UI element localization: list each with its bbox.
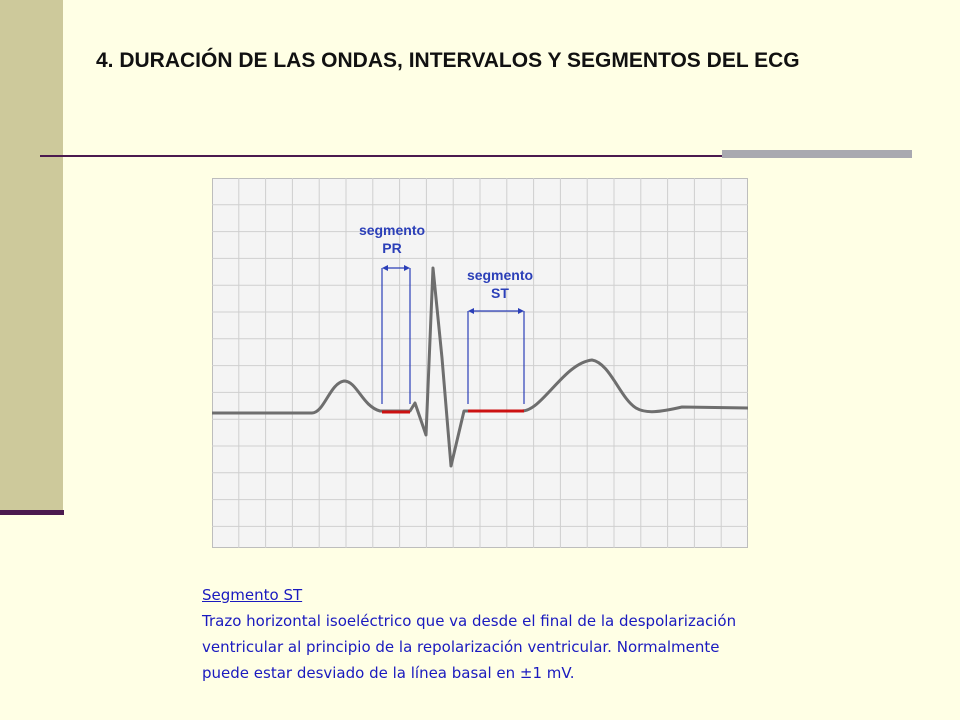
st-label-line2: ST (491, 285, 509, 301)
left-decorative-bar (0, 0, 63, 512)
caption (202, 582, 762, 686)
caption-title: Segmento ST (202, 586, 303, 604)
pr-label-line1: segmento (358, 222, 426, 238)
pr-label-line2: PR (382, 240, 402, 256)
ecg-diagram (212, 178, 748, 548)
st-label-line1: segmento (466, 267, 534, 283)
left-bar-accent (0, 510, 64, 515)
caption-body: Trazo horizontal isoeléctrico que va desde el final de la despolarización ventricular al principio de la repolarización ventricular. Normalmente puede estar desviado de la línea basal en ±1 mV. (202, 612, 737, 682)
slide-title: 4. DURACIÓN DE LAS ONDAS, INTERVALOS Y SEGMENTOS DEL ECG (96, 49, 800, 72)
title-divider-accent (722, 150, 912, 158)
ecg-grid (212, 178, 748, 548)
